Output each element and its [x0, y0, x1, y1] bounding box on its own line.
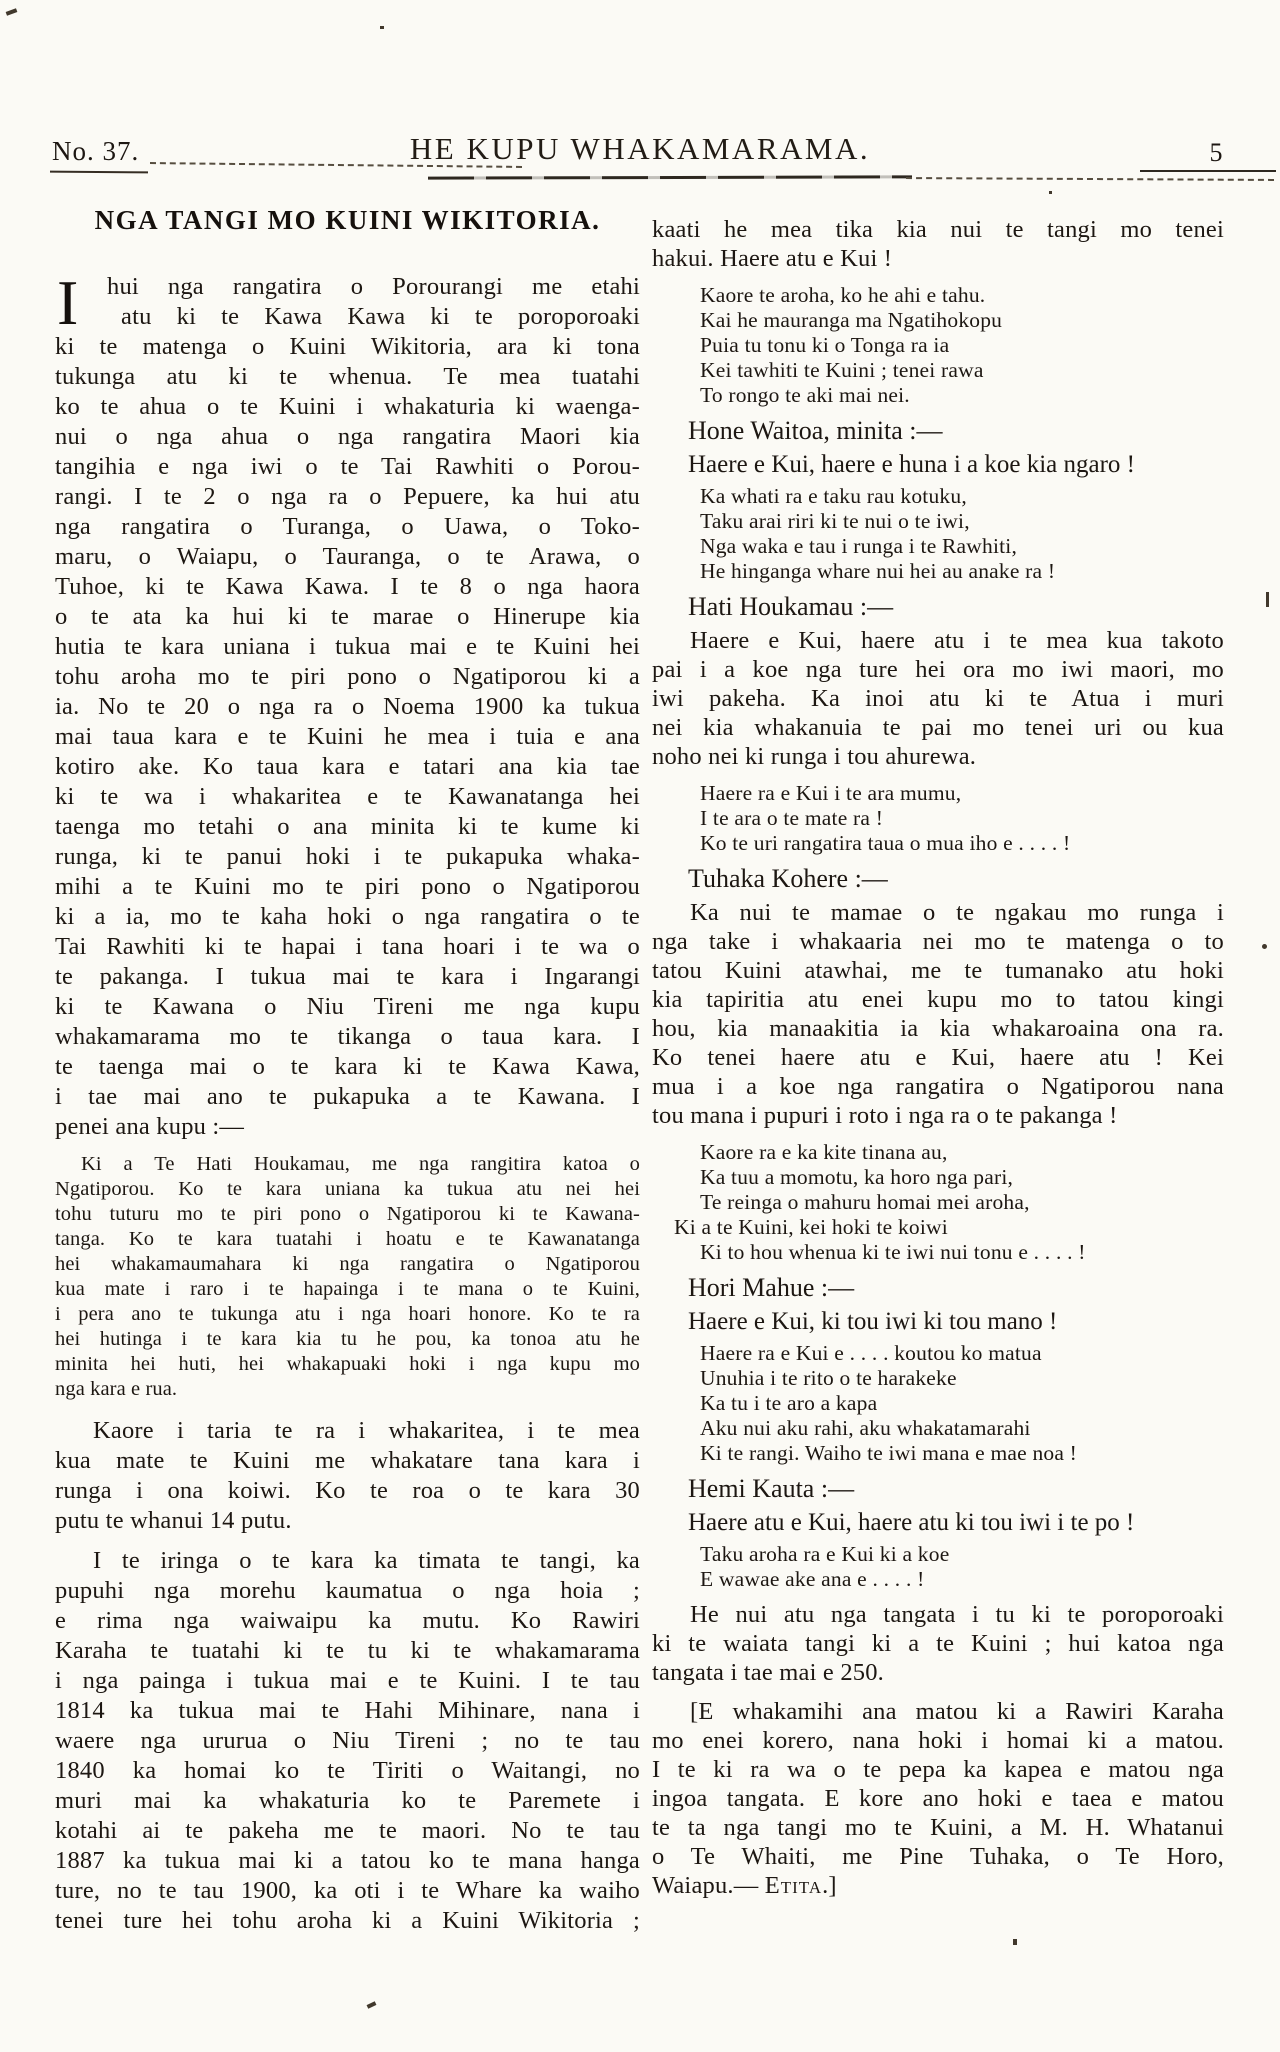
text-line: Karaha te tuatahi ki te tu ki te whakamarama	[55, 1637, 640, 1664]
text-line: o Te Whaiti, me Pine Tuhaka, o Te Horo,	[652, 1843, 1224, 1870]
text-line: Kei tawhiti te Kuini ; tenei rawa	[700, 358, 984, 382]
speaker-heading: Hone Waitoa, minita :—	[688, 416, 943, 445]
text-line: Kaore i taria te ra i whakaritea, i te mea	[93, 1417, 640, 1444]
text-line: Ko te uri rangatira taua o mua iho e . . . . !	[700, 831, 1071, 855]
text-line: whakamarama mo te tikanga o taua kara. I	[55, 1023, 640, 1050]
scan-artifact	[1266, 592, 1269, 607]
text-line: penei ana kupu :—	[55, 1113, 245, 1140]
text-line: 1887 ka tukua mai ki a tatou ko te mana hanga	[55, 1847, 640, 1874]
scan-artifact	[367, 2001, 377, 2008]
scan-artifact	[1013, 1939, 1017, 1945]
letter	[55, 1152, 640, 1402]
text-line: kaati he mea tika kia nui te tangi mo tenei	[652, 216, 1224, 243]
text-line: taenga mo tetahi o ana minita ki te kume ki	[55, 813, 640, 840]
text-line: Nga waka e tau i runga i te Rawhiti,	[700, 534, 1018, 558]
scan-artifact	[380, 26, 384, 29]
text-line: putu te whanui 14 putu.	[55, 1507, 292, 1534]
text-line: Ki to hou whenua ki te iwi nui tonu e . . . . !	[700, 1240, 1086, 1264]
text-line: Te reinga o mahuru homai mei aroha,	[700, 1190, 1030, 1214]
text-line: [E whakamihi ana matou ki a Rawiri Karaha	[690, 1698, 1224, 1725]
text-line: ki te waiata tangi ki a te Kuini ; hui katoa nga	[652, 1630, 1224, 1657]
text-line: mai taua kara e te Kuini he mea i tuia e ana	[55, 723, 640, 750]
verse	[652, 484, 1224, 584]
text-line: hei whakamaumahara ki nga rangatira o Ngatiporou	[55, 1253, 640, 1275]
text-line: Ka whati ra e taku rau kotuku,	[700, 484, 967, 508]
verse	[652, 781, 1224, 856]
text-line: Ngatiporou. Ko te kara uniana ka tukua atu nei hei	[55, 1178, 640, 1200]
text-line: He nui atu nga tangata i tu ki te poroporoaki	[690, 1601, 1224, 1628]
text-line: He hinganga whare nui hei au anake ra !	[700, 559, 1056, 583]
text-line: Ki a Te Hati Houkamau, me nga rangitira katoa o	[81, 1153, 640, 1175]
text-line: nei kia whakanuia te pai mo tenei uri ou kua	[652, 714, 1224, 741]
text-line: e rima nga waiwaipu ka mutu. Ko Rawiri	[55, 1607, 640, 1634]
right-column	[652, 215, 1224, 1910]
verse	[652, 1341, 1224, 1466]
text-line: minita hei huti, hei whakapuaki hoki i nga kupu mo	[55, 1353, 640, 1375]
left-column	[55, 205, 640, 1946]
text-line: kua mate te Kuini me whakatare tana kara i	[55, 1447, 640, 1474]
text-line: 1840 ka homai ko te Tiriti o Waitangi, no	[55, 1757, 640, 1784]
article-title: NGA TANGI MO KUINI WIKITORIA.	[94, 205, 601, 235]
text-line: nui o nga ahua o nga rangatira Maori kia	[55, 423, 640, 450]
text-line: ki a ia, mo te kaha hoki o nga rangatira o te	[55, 903, 640, 930]
paragraph	[55, 1416, 640, 1536]
text-line: te taenga mai o te kara ki te Kawa Kawa,	[55, 1053, 640, 1080]
text-line: Kaore te aroha, ko he ahi e tahu.	[700, 283, 986, 307]
text-line: tangihia e nga iwi o te Tai Rawhiti o Porou-	[55, 453, 640, 480]
text-line: Ki a te Kuini, kei hoki te koiwi	[674, 1215, 948, 1239]
text-line: kia tapiritia atu enei kupu mo to tatou kingi	[652, 986, 1224, 1013]
text-line: Aku nui aku rahi, aku whakatamarahi	[700, 1416, 1031, 1440]
text-line: kotahi ai te pakeha me te maori. No te tau	[55, 1817, 640, 1844]
text-line: kua mate i raro i te hapainga i te mana o te Kuini,	[55, 1278, 640, 1300]
speaker-heading: Hati Houkamau :—	[688, 592, 894, 621]
text-line: Haere ra e Kui e . . . . koutou ko matua	[700, 1341, 1042, 1365]
text-line: nga rangatira o Turanga, o Uawa, o Toko-	[55, 513, 640, 540]
text-line: Ka tuu a momotu, ka horo nga pari,	[700, 1165, 1014, 1189]
text-line: tohu aroha mo te piri pono o Ngatiporou ki a	[55, 663, 640, 690]
paragraph	[55, 1546, 640, 1936]
text-line: Haere e Kui, haere atu i te mea kua takoto	[690, 627, 1224, 654]
text-line: I te iringa o te kara ka timata te tangi, ka	[93, 1547, 640, 1574]
text-line: tatou Kuini atawhai, me te tumanako atu hoki	[652, 957, 1224, 984]
text-line: pai i a koe nga ture hei ora mo iwi maori, mo	[652, 656, 1224, 683]
text-line: Kaore ra e ka kite tinana au,	[700, 1140, 948, 1164]
text-line: hutia te kara uniana i tukua mai e te Kuini hei	[55, 633, 640, 660]
scan-artifact	[1049, 191, 1052, 194]
text-line: Ki te rangi. Waiho te iwi mana e mae noa !	[700, 1441, 1078, 1465]
text-line: runga, ki te panui hoki i te pukapuka whaka-	[55, 843, 640, 870]
text-line: runga i ona koiwi. Ko te roa o te kara 30	[55, 1477, 640, 1504]
text-line: i pera ano te tukunga atu i nga hoari honore. Ko te ra	[55, 1303, 640, 1325]
text-line: tukunga atu ki te whenua. Te mea tuatahi	[55, 363, 640, 390]
header-rule	[1140, 170, 1276, 172]
speaker-heading: Tuhaka Kohere :—	[688, 864, 888, 893]
salutation-line: Haere e Kui, haere e huna i a koe kia ngaro !	[688, 451, 1135, 478]
text-line: ki te wa i whakaritea e te Kawanatanga hei	[55, 783, 640, 810]
text-line: I te ara o te mate ra !	[700, 806, 884, 830]
text-line: Taku aroha ra e Kui ki a koe	[700, 1542, 950, 1566]
editor-signature: Etita	[764, 1872, 823, 1899]
text-line: Tai Rawhiti ki te hapai i tana hoari i te wa o	[55, 933, 640, 960]
text-line: kotiro ake. Ko taua kara e tatari ana kia tae	[55, 753, 640, 780]
text-line: mo enei korero, nana hoki i homai ki a matou.	[652, 1727, 1224, 1754]
editor-note	[652, 1697, 1224, 1900]
text-line: Tuhoe, ki te Kawa Kawa. I te 8 o nga haora	[55, 573, 640, 600]
text-line: Unuhia i te rito o te harakeke	[700, 1366, 957, 1390]
text-line: muri mai ka whakaturia ko te Paremete i	[55, 1787, 640, 1814]
drop-cap: I	[57, 267, 79, 338]
text-line: ingoa tangata. E kore ano hoki e taea e matou	[652, 1785, 1224, 1812]
text-line: Kai he mauranga ma Ngatihokopu	[700, 308, 1003, 332]
text-line: mua i a koe nga rangatira o Ngatiporou nana	[652, 1073, 1224, 1100]
verse	[652, 1140, 1224, 1265]
text-line: ki te Kawana o Niu Tireni me nga kupu	[55, 993, 640, 1020]
speaker-heading: Hemi Kauta :—	[688, 1474, 855, 1503]
text-line: hei hutinga i te kara kia tu he pou, ka tonoa atu he	[55, 1328, 640, 1350]
text-line: Waiapu.— Etita.]	[652, 1872, 837, 1899]
header-rule	[906, 177, 1274, 181]
text-line: tenei ture hei tohu aroha ki a Kuini Wikitoria ;	[55, 1907, 640, 1934]
text-line: tanga. Ko te kara tuatahi i hoatu e te Kawanatanga	[55, 1228, 640, 1250]
text-line: iwi pakeha. Ka inoi atu ki te Atua i muri	[652, 685, 1224, 712]
salutation-line: Haere atu e Kui, haere atu ki tou iwi i te po !	[688, 1509, 1135, 1536]
text-line: Ko tenei haere atu e Kui, haere atu ! Kei	[652, 1044, 1224, 1071]
text-line: Haere ra e Kui i te ara mumu,	[700, 781, 962, 805]
paragraph	[55, 267, 640, 1142]
text-line: ki te matenga o Kuini Wikitoria, ara ki tona	[55, 333, 640, 360]
text-line: atu ki te Kawa Kawa ki te poroporoaki	[121, 303, 640, 330]
text-line: To rongo te aki mai nei.	[700, 383, 910, 407]
text-line: pupuhi nga morehu kaumatua o nga hoia ;	[55, 1577, 640, 1604]
text-line: E wawae ake ana e . . . . !	[700, 1567, 925, 1591]
text-line: nga take i whakaaria nei mo te matenga o to	[652, 928, 1224, 955]
text-line: mihi a te Kuini mo te piri pono o Ngatiporou	[55, 873, 640, 900]
text-line: ko te ahua o te Kuini i whakaturia ki waenga-	[55, 393, 640, 420]
text-line: maru, o Waiapu, o Tauranga, o te Arawa, o	[55, 543, 640, 570]
paragraph	[652, 215, 1224, 273]
scan-artifact	[1262, 944, 1267, 949]
text-line: i nga painga i tukua mai e te Kuini. I te tau	[55, 1667, 640, 1694]
text-line: tou mana i pupuri i roto i nga ra o te pakanga !	[652, 1102, 1118, 1129]
text-line: ia. No te 20 o nga ra o Noema 1900 ka tukua	[55, 693, 640, 720]
text-line: o te ata ka hui ki te marae o Hinerupe kia	[55, 603, 640, 630]
text-line: ture, no te tau 1900, ka oti i te Whare ka waiho	[55, 1877, 640, 1904]
header-rule	[428, 175, 912, 179]
text-line: Taku arai riri ki te nui o te iwi,	[700, 509, 970, 533]
salutation-line: Haere e Kui, ki tou iwi ki tou mano !	[688, 1308, 1058, 1335]
paragraph	[652, 1600, 1224, 1687]
text-line: i tae mai ano te pukapuka a te Kawana. I	[55, 1083, 640, 1110]
header-rule	[50, 171, 148, 174]
text-line: rangi. I te 2 o nga ra o Pepuere, ka hui atu	[55, 483, 640, 510]
text-line: hakui. Haere atu e Kui !	[652, 245, 893, 272]
paragraph	[652, 626, 1224, 771]
text-line: hou, kia manaakitia ia kia whakaroaina ona ra.	[652, 1015, 1224, 1042]
speaker-heading: Hori Mahue :—	[688, 1273, 855, 1302]
text-line: Ka nui te mamae o te ngakau mo runga i	[690, 899, 1224, 926]
verse	[652, 283, 1224, 408]
masthead-title: HE KUPU WHAKAMARAMA.	[409, 131, 871, 166]
text-line: hui nga rangatira o Porourangi me etahi	[107, 273, 640, 300]
text-line: nga kara e rua.	[55, 1378, 178, 1400]
text-line: I te ki ra wa o te pepa ka kapea e matou nga	[652, 1756, 1224, 1783]
page-number: 5	[1209, 138, 1223, 167]
text-line: tangata i tae mai e 250.	[652, 1659, 885, 1686]
text-line: te pakanga. I tukua mai te kara i Ingarangi	[55, 963, 640, 990]
verse	[652, 1542, 1224, 1592]
text-line: Ka tu i te aro a kapa	[700, 1391, 878, 1415]
text-line: waere nga ururua o Niu Tireni ; no te tau	[55, 1727, 640, 1754]
text-line: Puia tu tonu ki o Tonga ra ia	[700, 333, 950, 357]
paragraph	[652, 898, 1224, 1130]
text-line: noho nei ki runga i tou ahurewa.	[652, 743, 977, 770]
issue-number: No. 37.	[52, 136, 140, 166]
text-line: te ta nga tangi mo te Kuini, a M. H. Whatanui	[652, 1814, 1224, 1841]
scan-artifact	[6, 8, 18, 16]
text-line: tohu tuturu mo te piri pono o Ngatiporou ki te Kawana-	[55, 1203, 640, 1225]
text-line: 1814 ka tukua mai te Hahi Mihinare, nana i	[55, 1697, 640, 1724]
